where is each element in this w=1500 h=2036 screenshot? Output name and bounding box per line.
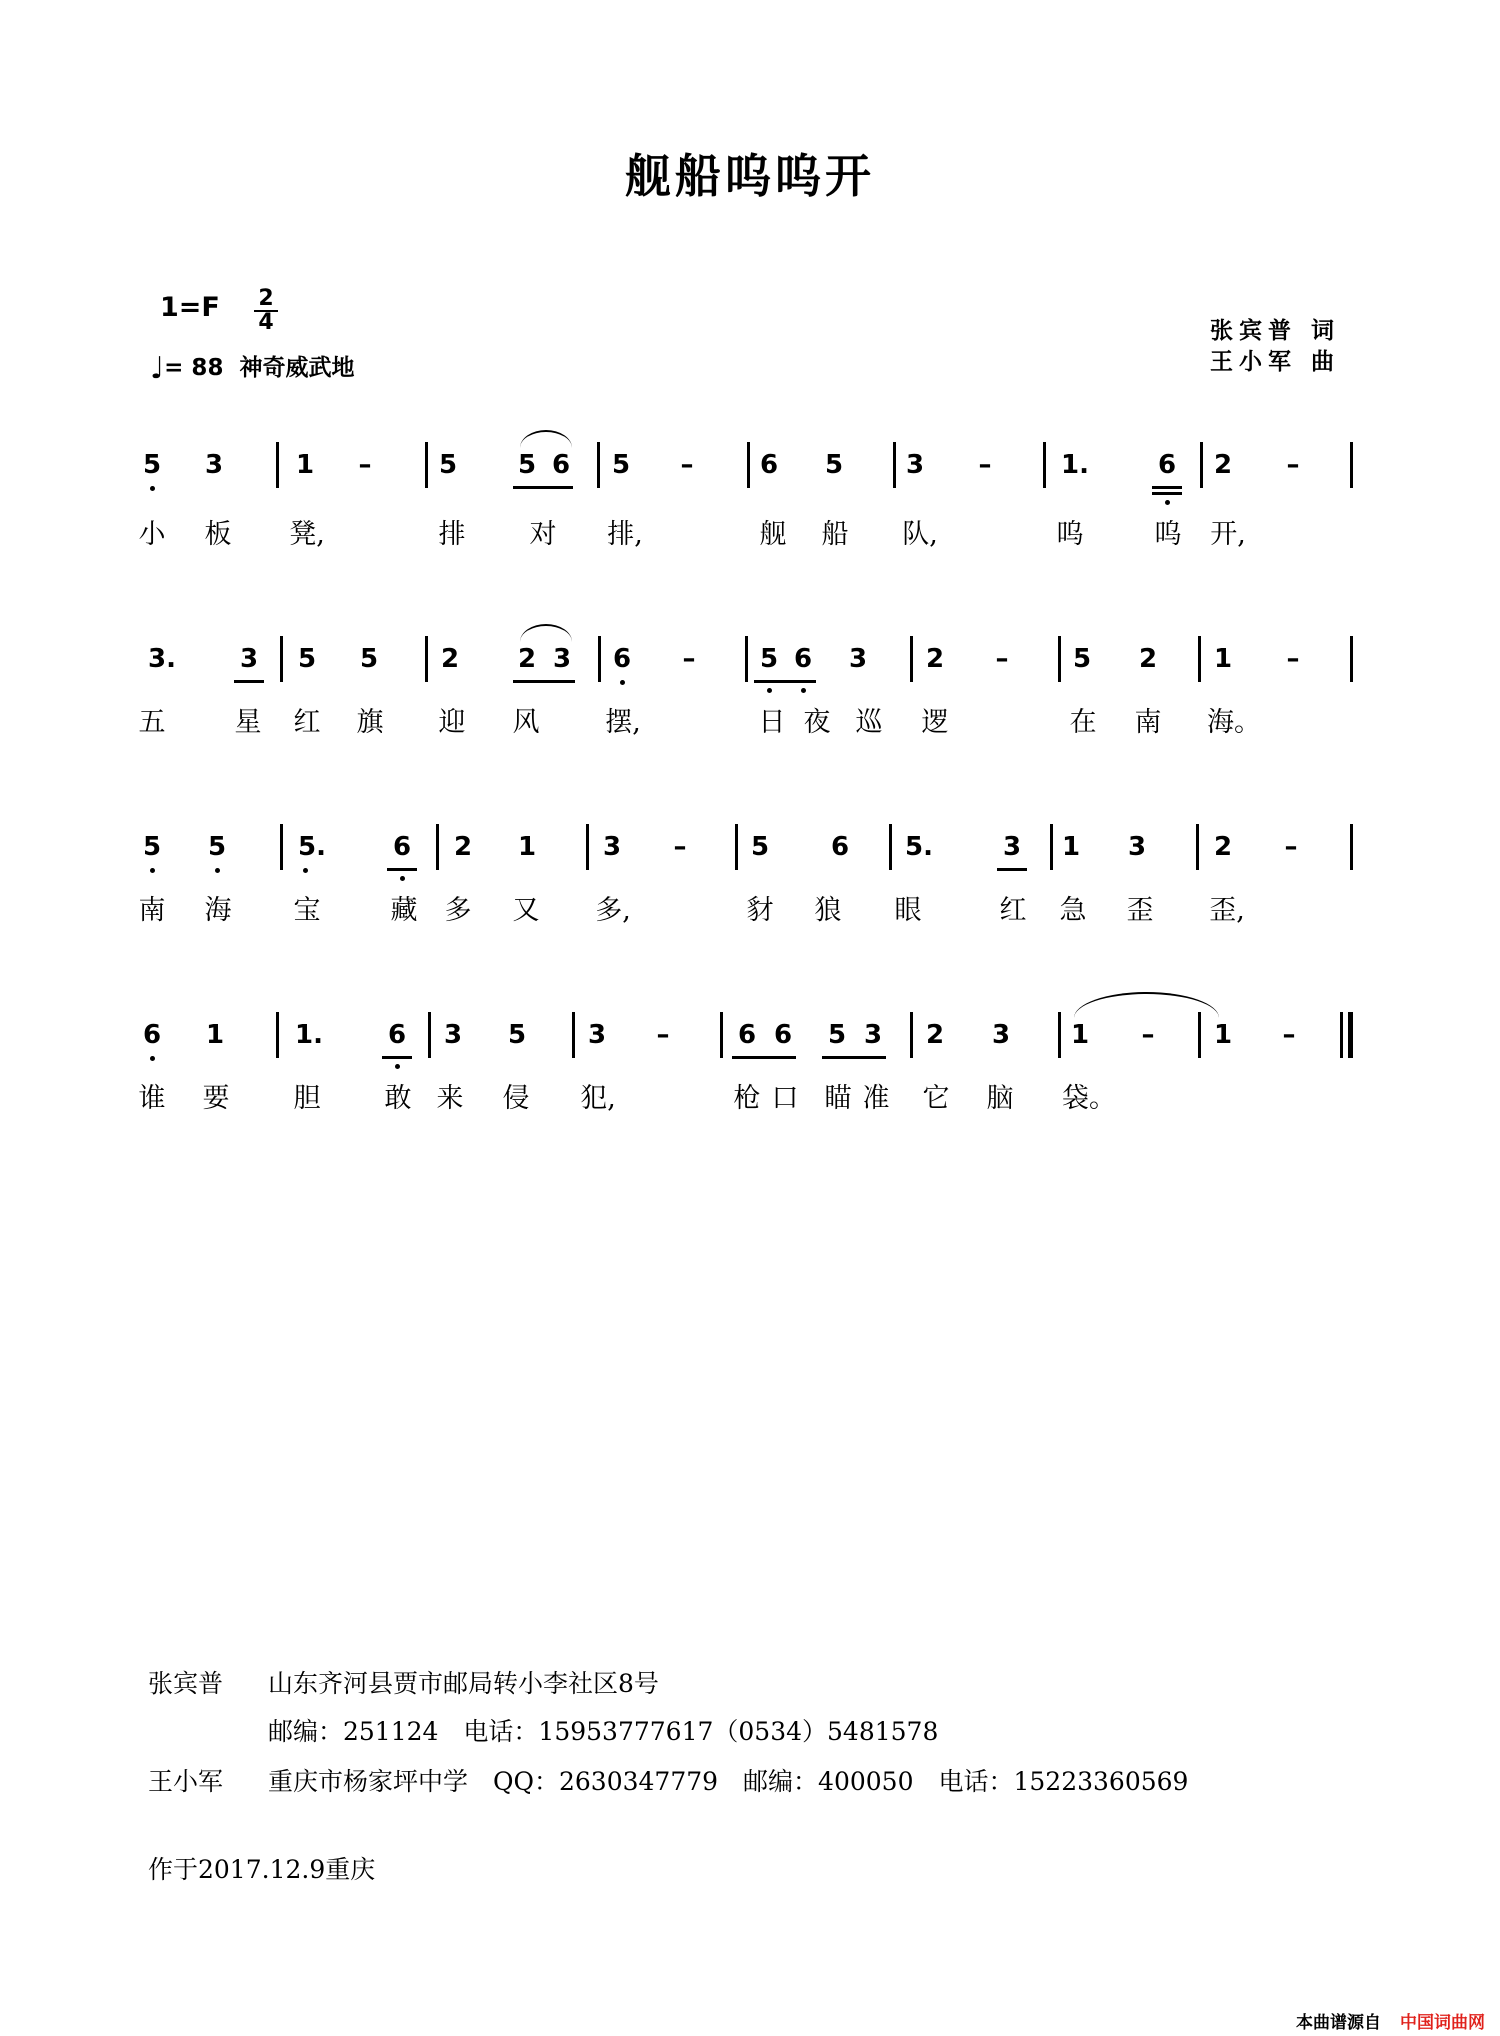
note: 5 — [142, 450, 162, 480]
lyric: 急 — [1059, 895, 1087, 926]
lyric: 迎 — [438, 707, 466, 738]
note: 5 — [611, 450, 631, 480]
note: 3 — [991, 1020, 1011, 1050]
lyric: 星 — [234, 707, 262, 738]
eighth-underline — [387, 868, 417, 871]
tempo-marking — [150, 349, 354, 386]
note: 5 — [824, 450, 844, 480]
bar-line — [598, 636, 601, 682]
bar-line — [1350, 442, 1353, 488]
lyric: 摆, — [605, 707, 641, 738]
slur — [520, 430, 572, 448]
lyric: 豺 — [746, 895, 774, 926]
note: – — [1286, 450, 1300, 480]
lyric: 它 — [922, 1083, 950, 1114]
note: 3 — [1002, 832, 1022, 862]
bar-line — [1198, 636, 1201, 682]
composer-credit: 王小军 曲 — [1210, 348, 1341, 375]
note: 3 — [443, 1020, 463, 1050]
note: – — [682, 644, 696, 674]
lyric: 呜 — [1056, 519, 1084, 550]
bar-line — [720, 1012, 723, 1058]
lyric: 五 — [138, 707, 166, 738]
bar-line — [1198, 1012, 1201, 1058]
note: 5 — [517, 450, 537, 480]
lyric: 多, — [595, 895, 631, 926]
lyric: 南 — [138, 895, 166, 926]
lyric: 对 — [529, 519, 557, 550]
note: 1 — [295, 450, 315, 480]
lyric: 胆 — [293, 1083, 321, 1114]
note: – — [1141, 1020, 1155, 1050]
note: 6 — [737, 1020, 757, 1050]
lyric: 袋。 — [1062, 1083, 1116, 1114]
note: 2 — [1138, 644, 1158, 674]
note: 3 — [239, 644, 259, 674]
note: 1 — [1213, 644, 1233, 674]
page-title: 舰船呜呜开 — [625, 149, 875, 203]
note: 6 — [551, 450, 571, 480]
lyric: 红 — [999, 895, 1027, 926]
slur — [520, 624, 572, 642]
note: – — [656, 1020, 670, 1050]
bar-line — [889, 824, 892, 870]
note: 3 — [863, 1020, 883, 1050]
lyric: 海 — [204, 895, 232, 926]
lyric: 眼 — [894, 895, 922, 926]
note: 5 — [438, 450, 458, 480]
note: – — [1286, 644, 1300, 674]
eighth-underline — [234, 680, 264, 683]
note: 6 — [387, 1020, 407, 1050]
lyric: 船 — [821, 519, 849, 550]
lyric: 宝 — [293, 895, 321, 926]
note: 3 — [552, 644, 572, 674]
bar-line — [1043, 442, 1046, 488]
note: 1. — [295, 1020, 323, 1050]
lyric: 狼 — [814, 895, 842, 926]
lyric: 又 — [512, 895, 540, 926]
bar-line — [747, 442, 750, 488]
note: 3 — [905, 450, 925, 480]
lyric: 巡 — [855, 707, 883, 738]
bar-line — [436, 824, 439, 870]
note: 6 — [1157, 450, 1177, 480]
note: 1 — [205, 1020, 225, 1050]
bar-line — [276, 1012, 279, 1058]
bar-line — [428, 1012, 431, 1058]
note: 2 — [925, 1020, 945, 1050]
time-signature — [254, 288, 278, 334]
bar-line — [425, 636, 428, 682]
bar-line — [1350, 636, 1353, 682]
lyric: 准 — [862, 1083, 890, 1114]
lyric: 舰 — [759, 519, 787, 550]
low-octave-dot — [150, 1056, 155, 1061]
lyric: 红 — [293, 707, 321, 738]
composition-date: 作于2017.12.9重庆 — [148, 1855, 376, 1884]
low-octave-dot — [150, 486, 155, 491]
note: – — [358, 450, 372, 480]
note: 6 — [830, 832, 850, 862]
contact-address-1: 山东齐河县贾市邮局转小李社区8号 — [268, 1669, 659, 1698]
bar-line — [910, 636, 913, 682]
bar-line — [893, 442, 896, 488]
bar-line — [1200, 442, 1203, 488]
lyric: 侵 — [502, 1083, 530, 1114]
eighth-underline — [513, 486, 573, 489]
lyric: 歪, — [1209, 895, 1245, 926]
note: 6 — [793, 644, 813, 674]
note: 5 — [750, 832, 770, 862]
time-signature-top: 2 — [258, 286, 274, 311]
contact-details-2: 重庆市杨家坪中学 QQ：2630347779 邮编：400050 电话：15223360569 — [268, 1767, 1189, 1796]
note: 3 — [848, 644, 868, 674]
lyric: 歪 — [1126, 895, 1154, 926]
eighth-underline — [732, 1056, 796, 1059]
lyric: 小 — [138, 519, 166, 550]
eighth-underline — [822, 1056, 886, 1059]
low-octave-dot — [150, 868, 155, 873]
lyric: 夜 — [803, 707, 831, 738]
bar-line — [745, 636, 748, 682]
note: – — [1284, 832, 1298, 862]
eighth-underline — [382, 1056, 412, 1059]
lyric: 要 — [202, 1083, 230, 1114]
lyric: 日 — [758, 707, 786, 738]
note: 2 — [1213, 450, 1233, 480]
source-label: 本曲谱源自 — [1296, 2013, 1381, 2033]
note: 5. — [298, 832, 326, 862]
lyric: 脑 — [986, 1083, 1014, 1114]
note: 3. — [148, 644, 176, 674]
note: 5 — [142, 832, 162, 862]
lyric: 旗 — [356, 707, 384, 738]
lyric: 敢 — [384, 1083, 412, 1114]
lyric: 在 — [1069, 707, 1097, 738]
note: 2 — [1213, 832, 1233, 862]
low-octave-dot — [801, 688, 806, 693]
note: 1. — [1061, 450, 1089, 480]
lyric: 排 — [438, 519, 466, 550]
lyric: 口 — [771, 1083, 799, 1114]
bar-line — [572, 1012, 575, 1058]
lyric: 凳, — [289, 519, 325, 550]
note: 1 — [517, 832, 537, 862]
lyric: 风 — [512, 707, 540, 738]
source-site-link[interactable]: 中国词曲网 — [1400, 2013, 1485, 2033]
contact-name-1: 张宾普 — [148, 1669, 224, 1698]
lyric: 海。 — [1207, 707, 1261, 738]
bar-line — [735, 824, 738, 870]
contact-phone-1: 邮编：251124 电话：15953777617（0534）5481578 — [268, 1717, 939, 1746]
tempo-expression: 神奇威武地 — [239, 355, 355, 381]
note: 5. — [905, 832, 933, 862]
note: – — [673, 832, 687, 862]
bar-line — [280, 636, 283, 682]
note: 5 — [207, 832, 227, 862]
note: 1 — [1061, 832, 1081, 862]
sixteenth-underline — [1152, 486, 1182, 489]
lyric: 瞄 — [824, 1083, 852, 1114]
lyric: 呜 — [1154, 519, 1182, 550]
bar-line — [1350, 824, 1353, 870]
time-signature-bottom: 4 — [254, 310, 278, 334]
bar-line — [1058, 1012, 1061, 1058]
eighth-underline — [754, 680, 816, 683]
bar-line — [1058, 636, 1061, 682]
note: 3 — [1127, 832, 1147, 862]
bar-line — [276, 442, 279, 488]
lyric: 逻 — [921, 707, 949, 738]
note: 2 — [517, 644, 537, 674]
note: 5 — [1072, 644, 1092, 674]
low-octave-dot — [395, 1064, 400, 1069]
note: 3 — [204, 450, 224, 480]
low-octave-dot — [400, 876, 405, 881]
low-octave-dot — [767, 688, 772, 693]
note: 3 — [602, 832, 622, 862]
note: 5 — [359, 644, 379, 674]
note: 3 — [587, 1020, 607, 1050]
final-bar-line-thick — [1348, 1012, 1353, 1058]
quarter-note-icon: ♩ — [150, 351, 165, 386]
note: 2 — [440, 644, 460, 674]
bar-line — [280, 824, 283, 870]
bar-line — [1050, 824, 1053, 870]
lyricist-credit: 张宾普 词 — [1210, 317, 1341, 344]
low-octave-dot — [215, 868, 220, 873]
bar-line — [910, 1012, 913, 1058]
bar-line — [1196, 824, 1199, 870]
low-octave-dot — [1165, 500, 1170, 505]
note: 1 — [1070, 1020, 1090, 1050]
sixteenth-underline — [1152, 492, 1182, 495]
note: 1 — [1213, 1020, 1233, 1050]
note: – — [978, 450, 992, 480]
lyric: 开, — [1210, 519, 1246, 550]
low-octave-dot — [303, 868, 308, 873]
note: – — [680, 450, 694, 480]
key-signature: 1=F — [160, 292, 220, 323]
low-octave-dot — [620, 680, 625, 685]
lyric: 队, — [902, 519, 938, 550]
lyric: 多 — [444, 895, 472, 926]
eighth-underline — [997, 868, 1027, 871]
note: – — [995, 644, 1009, 674]
note: 6 — [759, 450, 779, 480]
lyric: 枪 — [733, 1083, 761, 1114]
note: 5 — [827, 1020, 847, 1050]
note: 6 — [773, 1020, 793, 1050]
lyric: 南 — [1134, 707, 1162, 738]
final-bar-line — [1340, 1012, 1343, 1058]
note: 5 — [507, 1020, 527, 1050]
note: – — [1282, 1020, 1296, 1050]
note: 6 — [392, 832, 412, 862]
bar-line — [425, 442, 428, 488]
note: 5 — [759, 644, 779, 674]
lyric: 板 — [204, 519, 232, 550]
lyric: 来 — [436, 1083, 464, 1114]
bar-line — [597, 442, 600, 488]
note: 6 — [612, 644, 632, 674]
note: 2 — [453, 832, 473, 862]
lyric: 藏 — [390, 895, 418, 926]
eighth-underline — [513, 680, 575, 683]
lyric: 谁 — [138, 1083, 166, 1114]
contact-name-2: 王小军 — [148, 1767, 224, 1796]
tempo-value: = 88 — [164, 355, 224, 381]
lyric: 排, — [607, 519, 643, 550]
note: 2 — [925, 644, 945, 674]
note: 6 — [142, 1020, 162, 1050]
bar-line — [586, 824, 589, 870]
lyric: 犯, — [580, 1083, 616, 1114]
note: 5 — [297, 644, 317, 674]
